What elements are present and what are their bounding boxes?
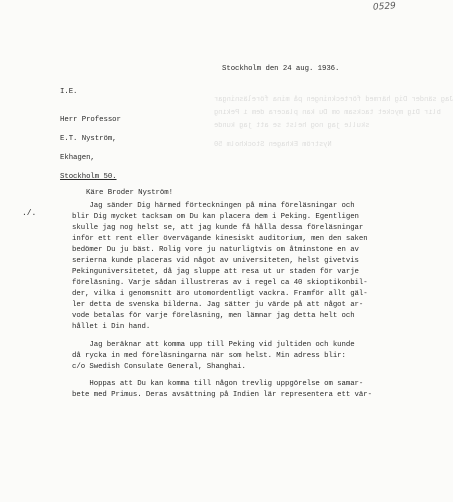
reference-initials: I.E. — [60, 88, 78, 96]
addressee-title: Herr Professor — [60, 116, 121, 124]
bleed-through-line: blir Dig mycket tacksam om Du kan placera dem i Peking — [214, 109, 441, 117]
greeting: Käre Broder Nyström! — [86, 189, 173, 197]
text-line: Jag sänder Dig härmed förteckningen på mina föreläsningar och — [72, 202, 355, 210]
archive-number: 0529 — [372, 1, 397, 13]
addressee-street: Ekhagen, — [60, 154, 95, 162]
addressee-city: Stockholm 50. — [60, 173, 117, 181]
text-line: serierna kunde placeras vid något av universiteten, helst givetvis — [72, 257, 359, 265]
text-line: bedömer Du ju bäst. Rolig vore ju naturligtvis om åtminstone en av — [72, 246, 359, 254]
text-line: inför ett rent eller övervägande kinesiskt auditorium, men den saken — [72, 235, 368, 243]
bleed-through-line: Nyström Ekhagen Stockholm 50 — [214, 141, 332, 149]
bleed-through-line: skulle jag nog helst se att jag kunde — [214, 122, 370, 130]
text-line: vode betalas för varje föreläsning, men lämnar jag detta helt och — [72, 312, 355, 320]
text-line: skulle jag nog helst se, att jag kunde få hålla dessa föreläsningar — [72, 224, 364, 232]
text-line: då rycka in med föreläsningarna när som helst. Min adress blir: — [72, 352, 346, 360]
margin-annotation: ./. — [22, 209, 37, 218]
text-line: Jag beräknar att komma upp till Peking vid jultiden och kunde — [72, 341, 355, 349]
text-line: bete med Primus. Deras avsättning på Indien lär representera ett vär- — [72, 391, 372, 399]
text-line: hållet i Din hand. — [72, 323, 151, 331]
text-line: Hoppas att Du kan komma till någon trevlig uppgörelse om samar- — [72, 380, 364, 388]
text-line: blir Dig mycket tacksam om Du kan placera dem i Peking. Egentligen — [72, 213, 359, 221]
paragraph-3 — [72, 379, 402, 401]
paragraph-1 — [72, 201, 402, 333]
text-line: föreläsning. Varje sådan illustreras av i regel ca 40 skioptikonbil- — [72, 279, 368, 287]
text-line: c/o Swedish Consulate General, Shanghai. — [72, 363, 246, 371]
text-line: ler detta de svenska bilderna. Jag sätter ju värde på att något ar- — [72, 301, 364, 309]
dateline: Stockholm den 24 aug. 1936. — [222, 65, 340, 73]
bleed-through-line: Jag sänder Dig härmed förteckningen på mina föreläsningar — [214, 96, 453, 104]
addressee-name: E.T. Nyström, — [60, 135, 117, 143]
text-line: Pekinguniversitetet, då jag sluppe att resa ut ur staden för varje — [72, 268, 359, 276]
paragraph-2 — [72, 340, 402, 373]
text-line: der, vilka i genomsnitt äro utomordentligt vackra. Framför allt gäl- — [72, 290, 368, 298]
